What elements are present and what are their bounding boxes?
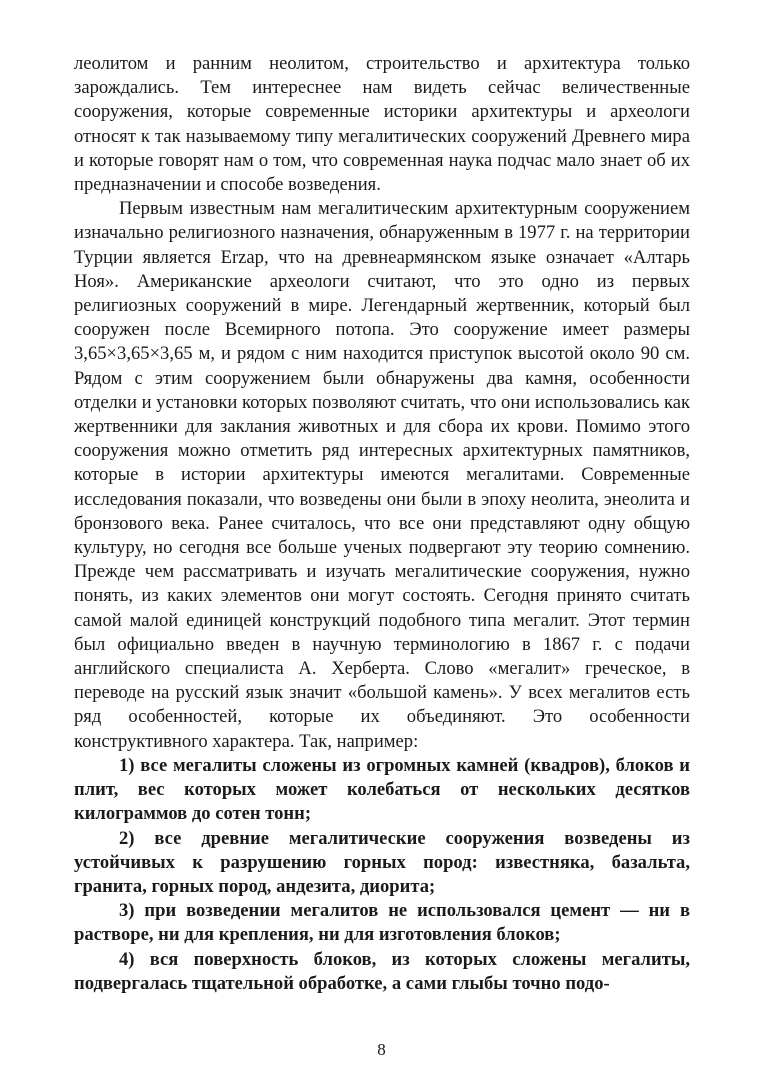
page-body [74,52,690,996]
list-item-1: 1) все мегалиты сложены из огромных камней (квадров), блоков и плит, вес которых может колебаться от нескольких десятков килограммов до сотен тонн; [74,754,690,825]
page-number: 8 [377,1040,386,1059]
paragraph-2: Первым известным нам мегалитическим архитектурным сооружением изначально религиозного назначения, обнаруженным в 1977 г. на территории Турции является Erzap, что на древнеармянском языке означает «Алтарь Ноя». Американские археологи считают, что это одно из первых религиозных сооружений в мире. Легендарный жертвенник, который был сооружен после Всемирного потопа. Это сооружение имеет размеры 3,65×3,65×3,65 м, и рядом с ним находится приступок высотой около 90 см. Рядом с этим сооружением были обнаружены два камня, особенности отделки и установки которых позволяют считать, что они использовались как жертвенники для заклания животных и для сбора их крови. Помимо этого сооружения можно отметить ряд интересных архитектурных памятников, которые в истории архитектуры имеются мегалитами. Современные исследования показали, что возведены они были в эпоху неолита, энеолита и бронзового века. Ранее считалось, что все они представляют одну общую культуру, но сегодня все больше ученых подвергают эту теорию сомнению. Прежде чем рассматривать и изучать мегалитические сооружения, нужно понять, из каких элементов они могут состоять. Сегодня принято считать самой малой единицей конструкций подобного типа мегалит. Этот термин был официально введен в научную терминологию в 1867 г. с подачи английского специалиста А. Херберта. Слово «мегалит» греческое, в переводе на русский язык значит «большой камень». У всех мегалитов есть ряд особенностей, которые их объединяют. Это особенности конструктивного характера. Так, например: [74,198,690,752]
list-item-4: 4) вся поверхность блоков, из которых сложены мегалиты, подвергалась тщательной обработке, а сами глыбы точно подо- [74,948,690,994]
paragraph-1: леолитом и ранним неолитом, строительство и архитектура только зарождались. Тем интереснее нам видеть сейчас величественные сооружения, которые современные историки архитектуры и археологи относят к так называемому типу мегалитических сооружений Древнего мира и которые говорят нам о том, что современная наука подчас мало знает об их предназначении и способе возведения. [74,53,690,196]
list-item-2: 2) все древние мегалитические сооружения возведены из устойчивых к разрушению горных пород: известняка, базальта, гранита, горных пород, андезита, диорита; [74,827,690,897]
list-item-3: 3) при возведении мегалитов не использовался цемент — ни в растворе, ни для крепления, ни для изготовления блоков; [74,900,690,946]
